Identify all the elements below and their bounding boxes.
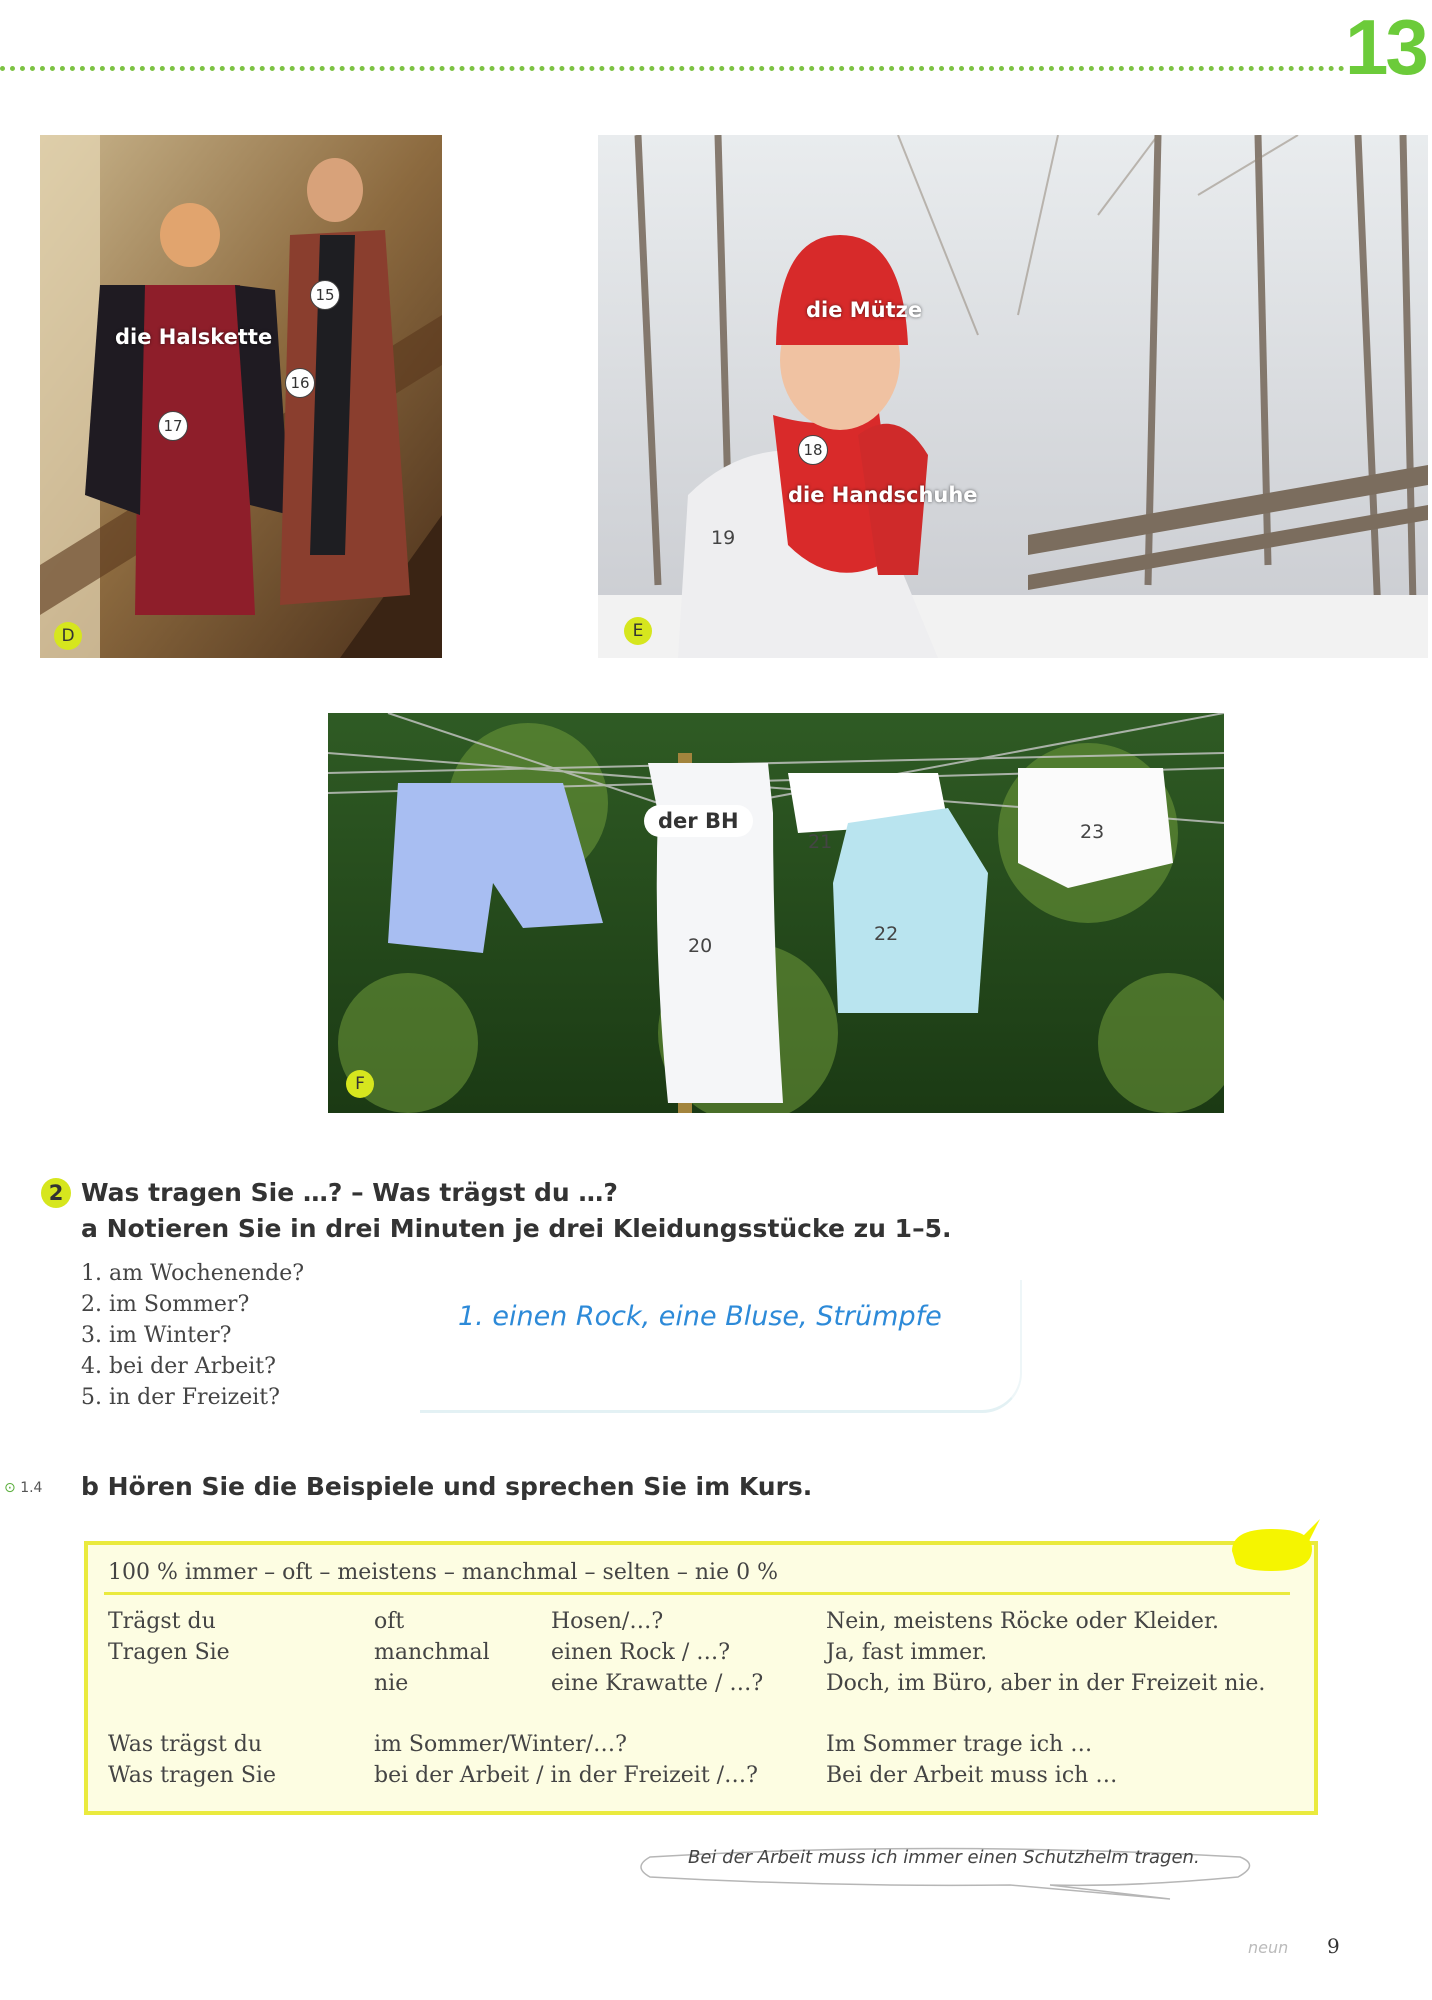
photo-e	[598, 135, 1428, 658]
header-dotted-rule	[0, 66, 1345, 71]
box-text: im Sommer/Winter/…?	[374, 1732, 627, 1757]
marker-23: 23	[1080, 821, 1105, 843]
box-text: nie	[374, 1671, 409, 1696]
question-item: 4. bei der Arbeit?	[81, 1354, 276, 1379]
box-text: manchmal	[374, 1640, 490, 1665]
label-hat: die Mütze	[806, 298, 923, 322]
marker-16: 16	[285, 368, 315, 398]
marker-17: 17	[158, 411, 188, 441]
box-col3-row1	[551, 1606, 763, 1699]
chapter-number: 13	[1345, 3, 1426, 91]
exercise-number: 2	[41, 1178, 71, 1208]
example-bubble-outline	[630, 1835, 1260, 1905]
marker-18: 18	[798, 435, 828, 465]
photo-d	[40, 135, 442, 658]
label-necklace: die Halskette	[115, 325, 273, 349]
audio-track-label: 1.4	[20, 1480, 43, 1496]
question-item: 2. im Sommer?	[81, 1292, 250, 1317]
box-col4-row2	[826, 1729, 1117, 1791]
photo-e-illustration	[598, 135, 1428, 658]
box-text: Doch, im Büro, aber in der Freizeit nie.	[826, 1671, 1266, 1696]
box-text: Hosen/…?	[551, 1609, 664, 1634]
box-col1-row2	[108, 1729, 276, 1791]
question-item: 5. in der Freizeit?	[81, 1385, 280, 1410]
box-text: Im Sommer trage ich …	[826, 1732, 1093, 1757]
photo-f-illustration	[328, 713, 1224, 1113]
page-word: neun	[1248, 1938, 1289, 1957]
box-text: Trägst du	[108, 1609, 216, 1634]
box-text: Nein, meistens Röcke oder Kleider.	[826, 1609, 1220, 1634]
marker-19: 19	[711, 527, 736, 549]
box-col4-row1	[826, 1606, 1265, 1699]
audio-track[interactable]	[4, 1480, 42, 1496]
box-text: Ja, fast immer.	[826, 1640, 988, 1665]
frequency-scale: 100 % immer – oft – meistens – manchmal – selten – nie 0 %	[108, 1560, 779, 1585]
question-item: 1. am Wochenende?	[81, 1261, 305, 1286]
box-text: Tragen Sie	[108, 1640, 230, 1665]
photo-letter-d: D	[54, 622, 82, 650]
page-number: 9	[1327, 1934, 1340, 1958]
box-text: bei der Arbeit / in der Freizeit /…?	[374, 1763, 758, 1788]
marker-21: 21	[808, 831, 833, 853]
photo-letter-f: F	[346, 1070, 374, 1098]
exercise-title: Was tragen Sie …? – Was trägst du …?	[81, 1178, 618, 1207]
box-text: eine Krawatte / …?	[551, 1671, 764, 1696]
label-gloves: die Handschuhe	[788, 483, 978, 507]
marker-20: 20	[688, 935, 713, 957]
example-sentence: Bei der Arbeit muss ich immer einen Schutzhelm tragen.	[688, 1847, 1200, 1868]
box-col1-row1	[108, 1606, 230, 1668]
question-list	[81, 1261, 304, 1416]
box-text: Was tragen Sie	[108, 1763, 276, 1788]
box-text: einen Rock / …?	[551, 1640, 731, 1665]
box-col2-row2	[374, 1729, 758, 1791]
exercise-part-b: b Hören Sie die Beispiele und sprechen Sie im Kurs.	[81, 1472, 813, 1501]
photo-letter-e: E	[624, 617, 652, 645]
label-bra: der BH	[644, 805, 753, 837]
box-col2-row1	[374, 1606, 490, 1699]
photo-d-illustration	[40, 135, 442, 658]
photo-f	[328, 713, 1224, 1113]
box-text: oft	[374, 1609, 405, 1634]
question-item: 3. im Winter?	[81, 1323, 232, 1348]
exercise-part-a: a Notieren Sie in drei Minuten je drei Kleidungsstücke zu 1–5.	[81, 1214, 952, 1243]
handwritten-answer: 1. einen Rock, eine Bluse, Strümpfe	[458, 1301, 942, 1332]
box-text: Was trägst du	[108, 1732, 263, 1757]
marker-15: 15	[310, 280, 340, 310]
speech-bubble-icon	[1222, 1519, 1322, 1579]
cd-icon: ⊙	[4, 1480, 16, 1496]
box-text: Bei der Arbeit muss ich …	[826, 1763, 1118, 1788]
marker-22: 22	[874, 923, 899, 945]
frequency-rule	[104, 1592, 1290, 1595]
answer-note-area	[420, 1280, 1022, 1413]
